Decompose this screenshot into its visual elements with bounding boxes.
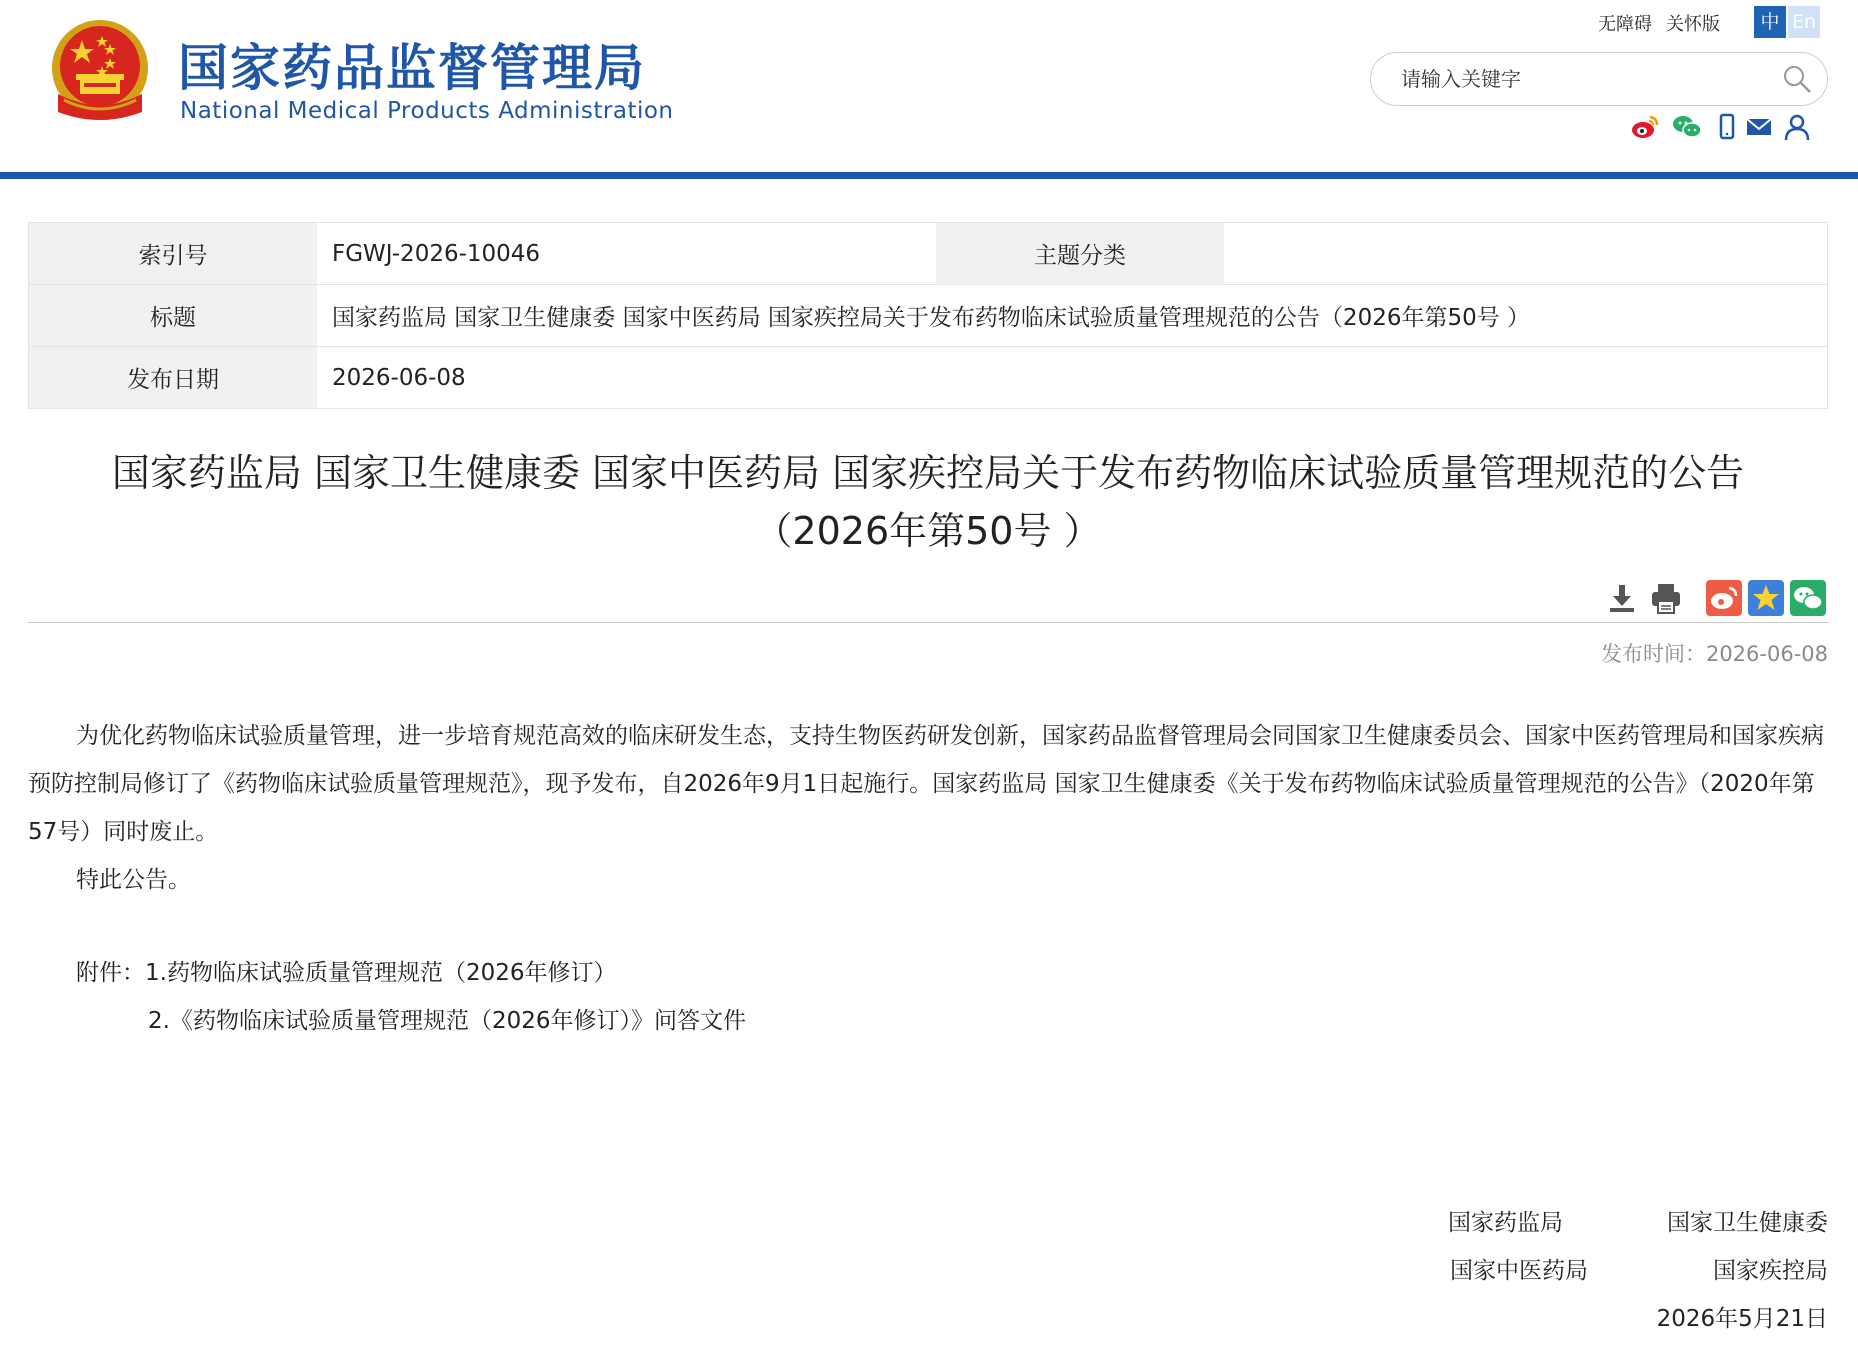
search-box [1370,52,1828,106]
article-body [28,712,1828,904]
wechat-icon[interactable] [1672,112,1702,142]
signature-nhc: 国家卫生健康委 [1667,1210,1828,1236]
attachment-link-1[interactable]: 附件：1.药物临床试验质量管理规范（2026年修订） [76,960,617,986]
mobile-icon[interactable] [1712,112,1742,142]
site-header [0,0,1858,172]
title-label: 标题 [29,285,318,347]
title-divider [28,622,1828,623]
brand-name-cn[interactable]: 国家药品监督管理局 [178,39,646,97]
weibo-icon[interactable] [1630,112,1660,142]
article-paragraph: 为优化药物临床试验质量管理，进一步培育规范高效的临床研发生态，支持生物医药研发创新，国家药品监督管理局会同国家卫生健康委员会、国家中医药管理局和国家疾病预防控制局修订了《药物临床试验质量管理规范》，现予发布，自2026年9月1日起施行。国家药监局 国家卫生健康委《关于发布药物临床试验质量管理规范的公告》（2020年第57号）同时废止。 [28,723,1824,845]
publish-time: 发布时间：2026-06-08 [1600,642,1828,666]
search-icon[interactable] [1781,63,1813,95]
title-value: 国家药监局 国家卫生健康委 国家中医药局 国家疾控局关于发布药物临床试验质量管理规范的公告（2026年第50号 ） [317,285,1828,347]
header-divider-bar [0,172,1858,179]
share-wechat-icon[interactable] [1790,580,1826,616]
article-title-line1: 国家药监局 国家卫生健康委 国家中医药局 国家疾控局关于发布药物临床试验质量管理规范的公告 [111,451,1745,495]
accessibility-link[interactable]: 无障碍 [1598,14,1652,35]
brand-name-en[interactable]: National Medical Products Administration [180,98,674,124]
share-weibo-icon[interactable] [1706,580,1742,616]
meta-row-index [29,223,1828,285]
attachment-link-2[interactable]: 2.《药物临床试验质量管理规范（2026年修订）》问答文件 [148,1008,746,1034]
download-icon[interactable] [1604,580,1640,616]
search-input[interactable] [1399,63,1743,95]
lang-zh-button[interactable]: 中 [1754,6,1786,38]
elderly-mode-link[interactable]: 关怀版 [1666,14,1720,35]
document-meta-table [28,222,1828,409]
date-value: 2026-06-08 [332,364,466,391]
signature-natcm: 国家中医药局 [1450,1258,1588,1284]
signature-ndcpa: 国家疾控局 [1713,1258,1828,1284]
date-label: 发布日期 [29,347,318,409]
favorite-star-icon[interactable] [1748,580,1784,616]
utility-links [1598,10,1734,36]
signature-nmpa: 国家药监局 [1448,1210,1563,1236]
lang-en-button[interactable]: En [1788,6,1820,38]
article-title [28,444,1828,560]
index-label: 索引号 [29,223,318,285]
signature-date: 2026年5月21日 [1656,1306,1828,1332]
mail-icon[interactable] [1744,112,1774,142]
emblem-icon [44,16,156,128]
article-title-line2: （2026年第50号 ） [754,509,1102,553]
print-icon[interactable] [1648,580,1684,616]
meta-row-date [29,347,1828,409]
article-paragraph-closing: 特此公告。 [76,867,191,893]
topic-label: 主题分类 [936,223,1224,285]
meta-row-title [29,285,1828,347]
index-value: FGWJ-2026-10046 [317,223,936,285]
user-icon[interactable] [1782,112,1812,142]
topic-value [1224,223,1828,285]
